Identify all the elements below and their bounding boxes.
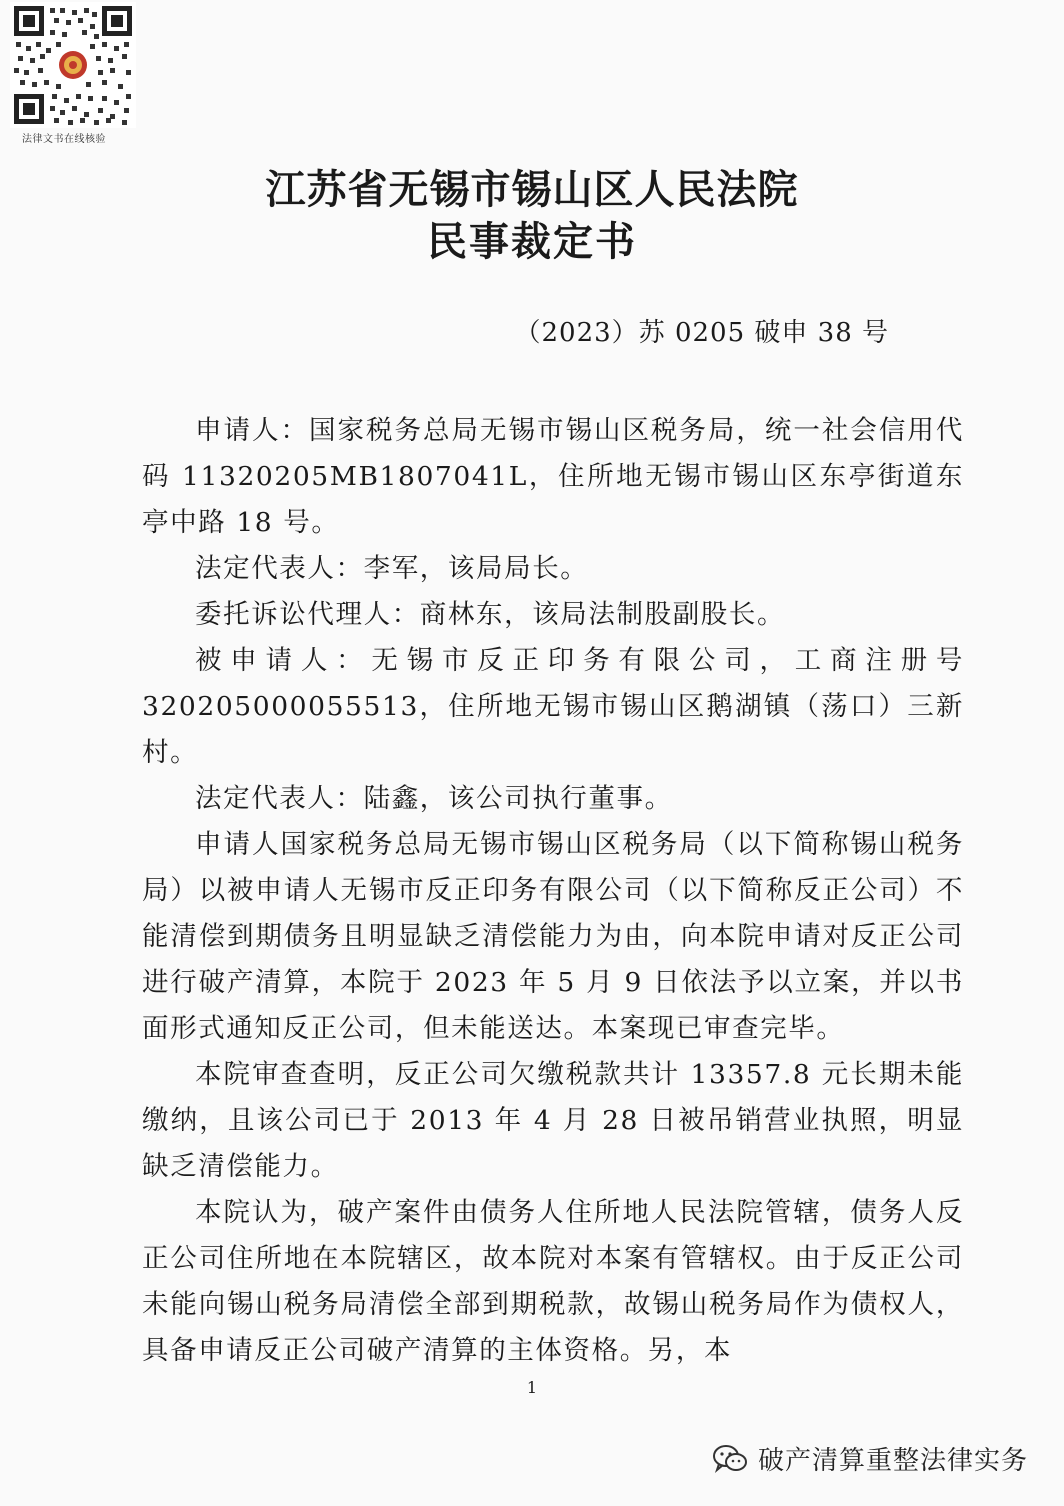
wechat-watermark <box>712 1440 1028 1477</box>
paragraph-findings: 本院审查查明，反正公司欠缴税款共计 13357.8 元长期未能缴纳，且该公司已于 2013 年 4 月 28 日被吊销营业执照，明显缺乏清偿能力。 <box>142 1059 964 1182</box>
document-type: 民事裁定书 <box>427 218 637 265</box>
qr-code-icon[interactable] <box>10 2 136 128</box>
wechat-icon <box>712 1444 748 1474</box>
paragraph-respondent-rep: 法定代表人：陆鑫，该公司执行董事。 <box>195 783 673 814</box>
paragraph-applicant: 申请人：国家税务总局无锡市锡山区税务局，统一社会信用代码 11320205MB1807041L，住所地无锡市锡山区东亭街道东亭中路 18 号。 <box>142 415 964 538</box>
paragraph-agent: 委托诉讼代理人：商林东，该局法制股副股长。 <box>195 599 786 630</box>
page-number: 1 <box>526 1378 538 1397</box>
paragraph-respondent: 被申请人：无锡市反正印务有限公司，工商注册号 320205000055513，住所地无锡市锡山区鹅湖镇（荡口）三新村。 <box>142 645 964 768</box>
paragraph-reasoning: 本院认为，破产案件由债务人住所地人民法院管辖，债务人反正公司住所地在本院辖区，故本院对本案有管辖权。由于反正公司未能向锡山税务局清偿全部到期税款，故锡山税务局作为债权人，具备申请反正公司破产清算的主体资格。另，本 <box>142 1197 964 1366</box>
court-name: 江苏省无锡市锡山区人民法院 <box>265 166 799 213</box>
case-number: （2023）苏 0205 破申 38 号 <box>514 318 889 348</box>
paragraph-background: 申请人国家税务总局无锡市锡山区税务局（以下简称锡山税务局）以被申请人无锡市反正印务有限公司（以下简称反正公司）不能清偿到期债务且明显缺乏清偿能力为由，向本院申请对反正公司进行破产清算，本院于 2023 年 5 月 9 日依法予以立案，并以书面形式通知反正公司，但未能送达。本案现已审查完毕。 <box>142 829 964 1044</box>
qr-verification[interactable] <box>10 2 140 145</box>
paragraph-applicant-rep: 法定代表人：李军，该局局长。 <box>195 553 589 584</box>
qr-caption: 法律文书在线核验 <box>22 134 106 145</box>
body-text <box>142 408 964 1374</box>
watermark-text: 破产清算重整法律实务 <box>757 1446 1028 1476</box>
